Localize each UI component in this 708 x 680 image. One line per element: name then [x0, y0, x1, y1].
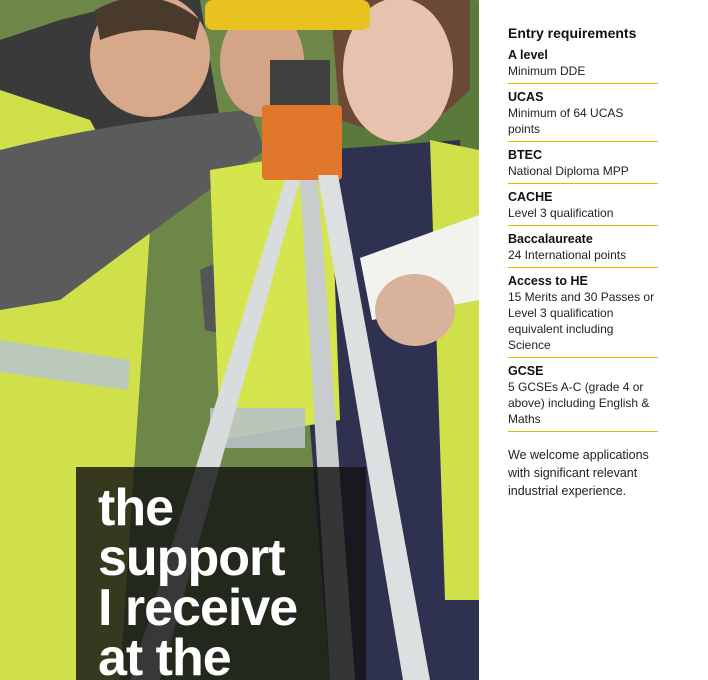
welcome-note: We welcome applications with significant relevant industrial experience. [508, 448, 649, 498]
requirement-detail: Minimum DDE [508, 64, 586, 78]
requirement-a-level [508, 47, 658, 84]
quote-line-4: at the [98, 629, 231, 680]
requirement-name: CACHE [508, 190, 553, 204]
entry-requirements [508, 22, 658, 500]
requirement-detail: 15 Merits and 30 Passes or Level 3 qualification equivalent including Science [508, 290, 655, 352]
requirement-access-to-he [508, 273, 658, 358]
requirement-detail: Level 3 qualification [508, 206, 614, 220]
requirement-baccalaureate [508, 231, 658, 268]
requirement-name: UCAS [508, 90, 544, 104]
requirement-name: A level [508, 48, 548, 62]
requirement-name: Access to HE [508, 274, 588, 288]
requirement-detail: 24 International points [508, 248, 627, 262]
requirement-detail: 5 GCSEs A-C (grade 4 or above) including English & Maths [508, 380, 650, 426]
entry-requirements-title: Entry requirements [508, 25, 637, 41]
quote-line-1: the [98, 479, 173, 537]
requirement-name: BTEC [508, 148, 543, 162]
requirement-name: Baccalaureate [508, 232, 593, 246]
requirement-cache [508, 189, 658, 226]
quote-line-3: I receive [98, 579, 298, 637]
requirement-btec [508, 147, 658, 184]
requirement-detail: National Diploma MPP [508, 164, 629, 178]
requirement-ucas [508, 89, 658, 142]
requirement-gcse [508, 363, 658, 432]
requirement-name: GCSE [508, 364, 544, 378]
quote-line-2: support [98, 529, 285, 587]
requirement-detail: Minimum of 64 UCAS points [508, 106, 624, 136]
